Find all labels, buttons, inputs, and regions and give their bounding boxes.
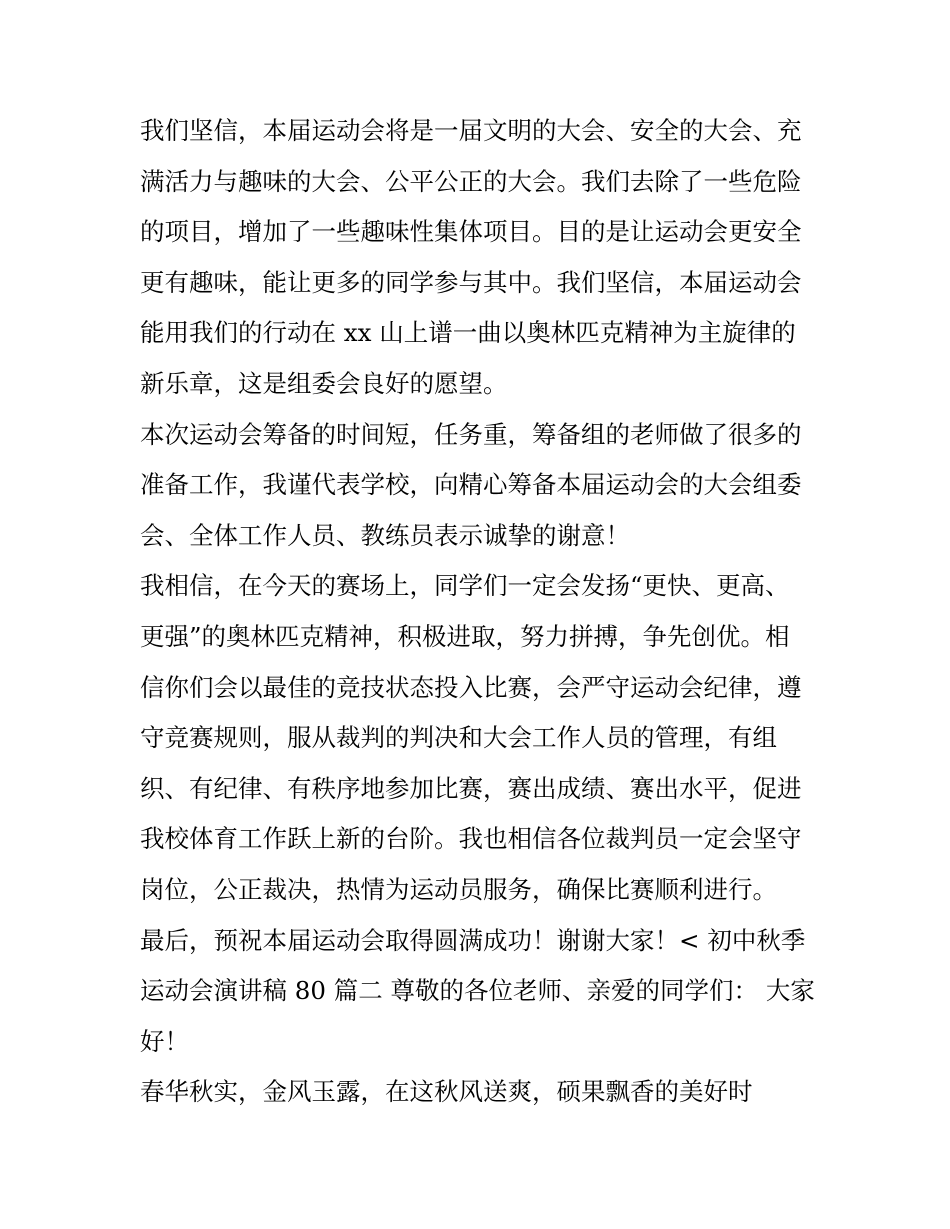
text-line: 的项目，增加了一些趣味性集体项目。目的是让运动会更安全 [140, 217, 802, 247]
text-line: 信你们会以最佳的竞技状态投入比赛，会严守运动会纪律，遵 [140, 672, 802, 702]
text-line: 满活力与趣味的大会、公平公正的大会。我们去除了一些危险 [140, 166, 802, 196]
text-line: 本次运动会筹备的时间短，任务重，筹备组的老师做了很多的 [140, 419, 802, 449]
text-line: 织、有纪律、有秩序地参加比赛，赛出成绩、赛出水平，促进 [140, 773, 802, 803]
text-line: 更有趣味，能让更多的同学参与其中。我们坚信，本届运动会 [140, 267, 802, 297]
text-line: 能用我们的行动在 xx 山上谱一曲以奥林匹克精神为主旋律的 [140, 318, 796, 348]
body-text [140, 106, 830, 1118]
text-line: 好！ [140, 1026, 189, 1056]
text-line: 守竞赛规则，服从裁判的判决和大会工作人员的管理，有组 [140, 723, 777, 753]
text-line: 更强”的奥林匹克精神，积极进取，努力拼搏，争先创优。相 [140, 621, 790, 651]
text-line: 我们坚信，本届运动会将是一届文明的大会、安全的大会、充 [140, 116, 802, 145]
text-line: 春华秋实，金风玉露，在这秋风送爽，硕果飘香的美好时 [140, 1077, 753, 1107]
text-line: 运动会演讲稿 80 篇二 尊敬的各位老师、亲爱的同学们： 大家 [140, 976, 815, 1006]
text-line: 准备工作，我谨代表学校，向精心筹备本届运动会的大会组委 [140, 470, 802, 500]
text-line: 会、全体工作人员、教练员表示诚挚的谢意！ [140, 520, 630, 550]
text-line: 岗位，公正裁决，热情为运动员服务，确保比赛顺利进行。 [140, 874, 777, 904]
text-line: 最后，预祝本届运动会取得圆满成功！谢谢大家！< 初中秋季 [140, 925, 806, 955]
text-line: 新乐章，这是组委会良好的愿望。 [140, 368, 508, 398]
text-line: 我校体育工作跃上新的台阶。我也相信各位裁判员一定会坚守 [140, 824, 802, 854]
text-line: 我相信，在今天的赛场上，同学们一定会发扬“更快、更高、 [140, 571, 790, 601]
